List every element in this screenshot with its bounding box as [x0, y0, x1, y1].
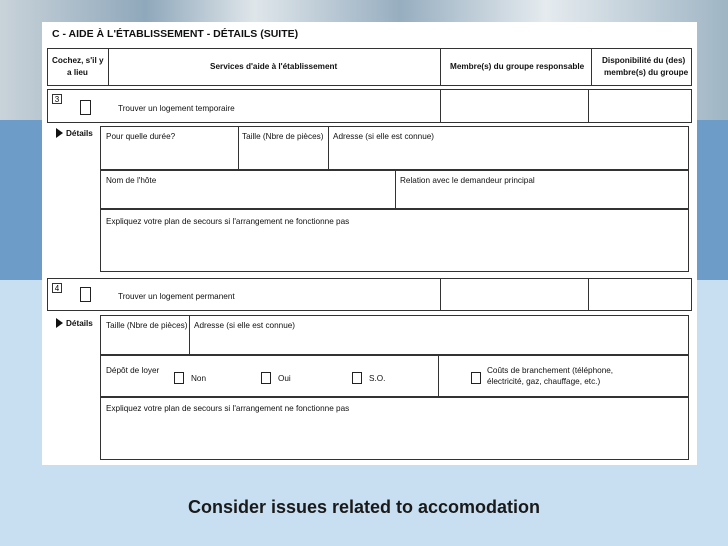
s4-size-field[interactable]: Taille (Nbre de pièces)	[106, 321, 188, 330]
form-sheet	[42, 22, 697, 465]
s4-address-field[interactable]: Adresse (si elle est connue)	[194, 321, 296, 330]
s3-duration-field[interactable]: Pour quelle durée?	[106, 132, 176, 141]
s4-backup-field[interactable]: Expliquez votre plan de secours si l'arrangement ne fonctionne pas	[106, 404, 350, 413]
header-members: Membre(s) du groupe responsable	[450, 62, 585, 71]
deposit-so-checkbox[interactable]	[352, 372, 362, 384]
header-availability-line2: membre(s) du groupe	[604, 68, 689, 77]
s3-host-field[interactable]: Nom de l'hôte	[106, 176, 157, 185]
details-label-4: Détails	[66, 319, 93, 328]
service-4-label: Trouver un logement permanent	[118, 292, 235, 301]
hookup-costs-checkbox[interactable]	[471, 372, 481, 384]
deposit-so-label: S.O.	[369, 374, 386, 383]
s3-relation-field[interactable]: Relation avec le demandeur principal	[400, 176, 535, 185]
service-3-label: Trouver un logement temporaire	[118, 104, 235, 113]
s3-row3	[100, 209, 689, 272]
header-services: Services d'aide à l'établissement	[210, 62, 338, 71]
service-4-checkbox[interactable]	[80, 287, 91, 302]
service-3-checkbox[interactable]	[80, 100, 91, 115]
s4-deposit-label: Dépôt de loyer	[106, 366, 160, 375]
hookup-costs-line1: Coûts de branchement (téléphone,	[487, 366, 614, 375]
s3-row2	[100, 170, 689, 209]
deposit-oui-checkbox[interactable]	[261, 372, 271, 384]
s3-row1	[100, 126, 689, 170]
header-check-line1: Cochez, s'il y	[52, 56, 104, 65]
details-arrow-icon	[56, 128, 63, 138]
s4-row1	[100, 315, 689, 355]
service-row-4	[47, 278, 692, 311]
deposit-non-checkbox[interactable]	[174, 372, 184, 384]
s3-size-field[interactable]: Taille (Nbre de pièces)	[242, 132, 324, 141]
hookup-costs-line2: électricité, gaz, chauffage, etc.)	[487, 377, 601, 386]
form-title: C - AIDE À L'ÉTABLISSEMENT - DÉTAILS (SUITE)	[52, 28, 299, 40]
header-availability-line1: Disponibilité du (des)	[602, 56, 686, 65]
header-check-line2: a lieu	[67, 68, 88, 77]
header-row	[47, 48, 692, 86]
deposit-oui-label: Oui	[278, 374, 291, 383]
details-arrow-icon	[56, 318, 63, 328]
details-label-3: Détails	[66, 129, 93, 138]
row-number-4: 4	[52, 283, 62, 293]
row-number-3: 3	[52, 94, 62, 104]
s4-row2	[100, 355, 689, 397]
s4-row3	[100, 397, 689, 460]
s3-address-field[interactable]: Adresse (si elle est connue)	[333, 132, 435, 141]
s3-backup-field[interactable]: Expliquez votre plan de secours si l'arrangement ne fonctionne pas	[106, 217, 350, 226]
service-row-3	[47, 89, 692, 123]
deposit-non-label: Non	[191, 374, 207, 383]
slide-caption: Consider issues related to accomodation	[187, 497, 541, 517]
